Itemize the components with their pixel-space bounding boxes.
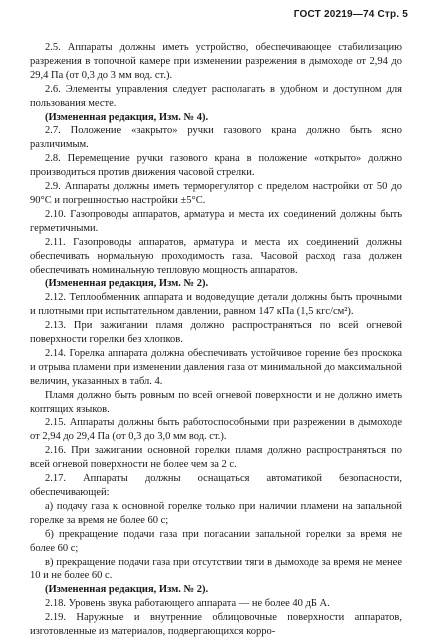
paragraph-2-7: 2.7. Положение «закрыто» ручки газового крана должно быть ясно различимым. (30, 125, 402, 151)
paragraph-2-5: 2.5. Аппараты должны иметь устройство, обеспечивающее стабилизацию разрежения в топочной камере при изменении разрежения в дымоходе от 2,94 до 29,4 Па (от 0,3 до 3 мм вод. ст.). (30, 42, 402, 81)
paragraph-2-15: 2.15. Аппараты должны быть работоспособными при разрежении в дымоходе от 2,94 до 29,4 Па (от 0,3 до 3,0 мм вод. ст.). (30, 417, 402, 443)
paragraph-2-12: 2.12. Теплообменник аппарата и водоведущие детали должны быть прочными и плотными при испытательном давлении, равном 147 кПа (1,5 кгс/см²). (30, 292, 402, 318)
paragraph-2-18: 2.18. Уровень звука работающего аппарата — не более 40 дБ А. (45, 598, 330, 610)
paragraph-2-10: 2.10. Газопроводы аппаратов, арматура и места их соединений должны быть герметичными. (30, 208, 402, 234)
page-header: ГОСТ 20219—74 Стр. 5 (293, 9, 408, 20)
paragraph-2-9: 2.9. Аппараты должны иметь терморегулятор с пределом настройки от 50 до 90°С и погрешностью настройки ±5°С. (30, 181, 402, 206)
list-item-v: в) прекращение подачи газа при отсутствии тяги в дымоходе за время не менее 10 и не более 60 с. (30, 556, 402, 582)
edition-note: (Измененная редакция, Изм. № 2). (45, 584, 209, 596)
edition-note: (Измененная редакция, Изм. № 4). (45, 111, 209, 123)
paragraph-2-6: 2.6. Элементы управления следует располагать в удобном и доступном для пользования месте. (30, 83, 402, 109)
list-item-a: а) подачу газа к основной горелке только при наличии пламени на запальной горелке за время не более 60 с; (30, 500, 402, 526)
document-body (30, 41, 402, 639)
list-item-b: б) прекращение подачи газа при погасании запальной горелки за время не более 60 с; (30, 528, 402, 554)
paragraph-2-14-flame: Пламя должно быть ровным по всей огневой поверхности и не должно иметь коптящих языков. (30, 389, 402, 415)
paragraph-2-14: 2.14. Горелка аппарата должна обеспечивать устойчивое горение без проскока и отрыва пламени при изменении давления газа от минимальной до максимальной величин, указанных в табл. 4. (30, 347, 402, 387)
paragraph-2-11: 2.11. Газопроводы аппаратов, арматура и места их соединений должны обеспечивать нормальную проходимость газа. Часовой расход газа должен обеспечивать номинальную тепловую мощность аппаратов. (30, 236, 402, 276)
paragraph-2-19: 2.19. Наружные и внутренние облицовочные поверхности аппаратов, изготовленные из материалов, подвергающихся корро- (30, 612, 402, 638)
edition-note: (Измененная редакция, Изм. № 2). (45, 278, 209, 290)
paragraph-2-8: 2.8. Перемещение ручки газового крана в положение «открыто» должно производиться против движения часовой стрелки. (30, 153, 402, 179)
paragraph-2-17: 2.17. Аппараты должны оснащаться автоматикой безопасности, обеспечивающей: (30, 473, 402, 498)
paragraph-2-16: 2.16. При зажигании основной горелки пламя должно распространяться по всей огневой поверхности не более чем за 2 с. (30, 445, 402, 471)
paragraph-2-13: 2.13. При зажигании пламя должно распространяться по всей огневой поверхности горелки без хлопков. (30, 320, 402, 346)
